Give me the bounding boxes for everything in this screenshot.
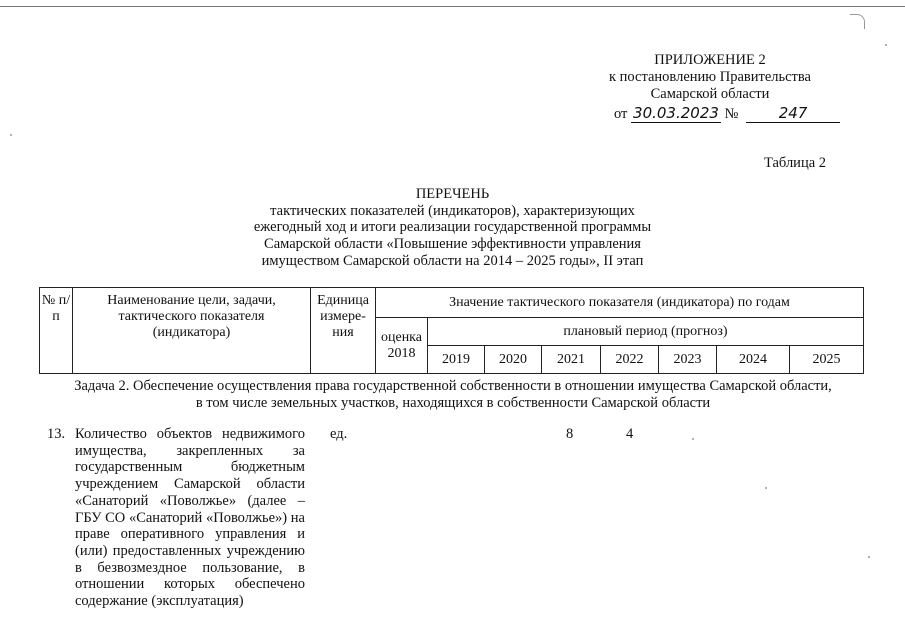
task-line1: Задача 2. Обеспечение осуществления права государственной собственности в отношении имущества Самарской области, bbox=[74, 378, 832, 394]
scan-speck bbox=[885, 44, 887, 46]
scan-corner-mark bbox=[850, 14, 865, 29]
appendix-block bbox=[560, 52, 860, 103]
row-value-2020: 4 bbox=[626, 426, 634, 442]
header-estimate: оценка 2018 bbox=[376, 318, 428, 374]
header-year-2019: 2019 bbox=[428, 346, 485, 374]
header-year-2021: 2021 bbox=[542, 346, 601, 374]
header-year-2023: 2023 bbox=[659, 346, 717, 374]
header-unit: Единица измере-ния bbox=[311, 288, 376, 374]
scan-speck bbox=[868, 556, 870, 558]
title-line1: тактических показателей (индикаторов), характеризующих bbox=[270, 202, 635, 219]
title-line2: ежегодный ход и итоги реализации государственной программы bbox=[253, 219, 652, 236]
handwritten-date: 30.03.2023 bbox=[633, 104, 719, 122]
number-prefix: № bbox=[724, 106, 739, 122]
header-year-2024: 2024 bbox=[717, 346, 790, 374]
title-line4: имуществом Самарской области на 2014 – 2025 годы», II этап bbox=[261, 252, 644, 269]
row-value-2019: 8 bbox=[566, 426, 574, 442]
header-num: № п/п bbox=[40, 288, 73, 374]
task-heading bbox=[40, 378, 866, 411]
scan-speck bbox=[765, 487, 767, 489]
title-heading: ПЕРЕЧЕНЬ bbox=[415, 186, 490, 202]
scan-speck bbox=[10, 134, 12, 136]
header-year-2025: 2025 bbox=[790, 346, 864, 374]
table-label: Таблица 2 bbox=[764, 155, 827, 171]
date-prefix: от bbox=[614, 106, 628, 122]
header-year-2020: 2020 bbox=[485, 346, 542, 374]
indicator-table-header bbox=[39, 287, 864, 374]
appendix-line2: Самарской области bbox=[650, 86, 770, 102]
scan-top-edge bbox=[0, 6, 905, 7]
row-number: 13. bbox=[47, 426, 66, 442]
appendix-title: ПРИЛОЖЕНИЕ 2 bbox=[654, 52, 766, 68]
scan-speck bbox=[692, 438, 694, 440]
header-plan-period: плановый период (прогноз) bbox=[428, 318, 864, 346]
appendix-line1: к постановлению Правительства bbox=[609, 69, 811, 85]
header-name: Наименование цели, задачи, тактического показателя (индикатора) bbox=[73, 288, 311, 374]
row-indicator-text: Количество объектов недвижимого имущества, закрепленных за государственным бюджетным учреждением Самарской области «Санаторий «Поволжье» (далее – ГБУ СО «Санаторий «Поволжье») на праве оперативного управления и (или) предоставленных учреждению в безвозмездное пользование, в отношении которых обеспечено содержание (эксплуатация) bbox=[75, 426, 305, 610]
task-line2: в том числе земельных участков, находящихся в собственности Самарской области bbox=[195, 394, 711, 411]
document-title bbox=[200, 186, 705, 270]
title-line3: Самарской области «Повышение эффективности управления bbox=[264, 236, 641, 253]
header-values-title: Значение тактического показателя (индикатора) по годам bbox=[376, 288, 864, 318]
appendix-date-line bbox=[614, 104, 840, 123]
handwritten-number: 247 bbox=[746, 104, 840, 123]
header-year-2022: 2022 bbox=[601, 346, 659, 374]
row-unit: ед. bbox=[330, 426, 348, 442]
